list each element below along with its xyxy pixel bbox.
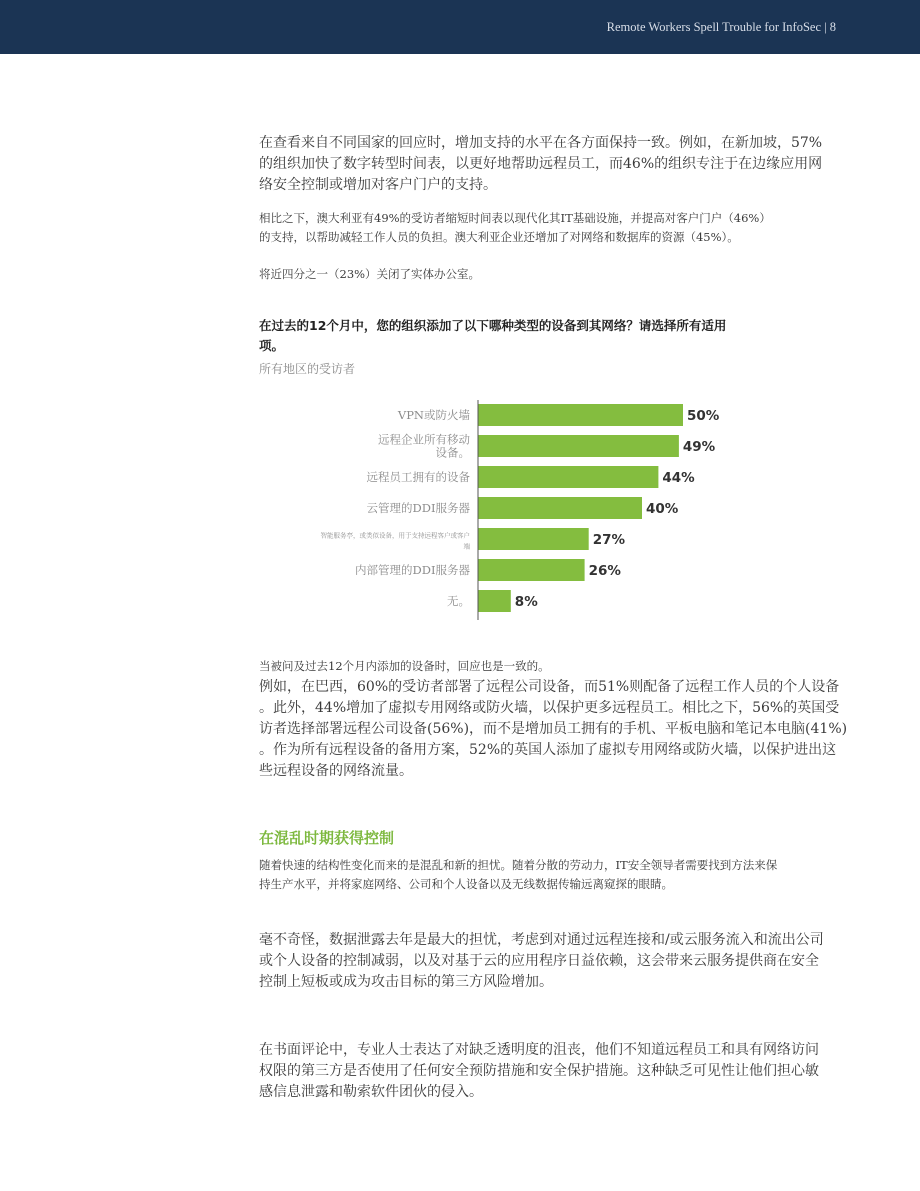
text-line: 感信息泄露和勒索软件团伙的侵入。 — [259, 1084, 483, 1100]
text-line: 在查看来自不同国家的回应时，增加支持的水平在各方面保持一致。例如，在新加坡，57% — [259, 135, 823, 151]
text-line: 相比之下，澳大利亚有49%的受访者缩短时间表以现代化其IT基础设施，并提高对客户门户（46%） — [259, 211, 771, 225]
bar-value-label: 44% — [662, 470, 695, 486]
section-paragraph-1 — [259, 856, 777, 893]
chart-subtitle: 所有地区的受访者 — [259, 362, 356, 376]
category-label: 云管理的DDI服务器 — [366, 501, 470, 515]
section-heading: 在混乱时期获得控制 — [259, 829, 395, 847]
category-label: 远程员工拥有的设备 — [366, 470, 470, 484]
text-line: 毫不奇怪，数据泄露去年是最大的担忧，考虑到对通过远程连接和/或云服务流入和流出公司 — [259, 932, 824, 948]
category-label: 设备。 — [435, 445, 470, 460]
category-label: 内部管理的DDI服务器 — [355, 563, 470, 577]
category-label: VPN或防火墙 — [397, 408, 470, 422]
text-line: 或个人设备的控制减弱，以及对基于云的应用程序日益依赖，这会带来云服务提供商在安全 — [259, 953, 819, 969]
text-line: 访者选择部署远程公司设备(56%)，而不是增加员工拥有的手机、平板电脑和笔记本电脑(41%) — [259, 721, 848, 737]
question-line: 项。 — [259, 338, 285, 353]
bar-value-label: 8% — [514, 594, 538, 610]
category-label: 无。 — [447, 594, 470, 608]
text-line: 持生产水平，并将家庭网络、公司和个人设备以及无线数据传输远离窥探的眼睛。 — [259, 876, 673, 891]
category-label: 智能服务亭，或类似设备，用于支持远程客户或客户 — [320, 531, 470, 540]
text-line: 。此外，44%增加了虚拟专用网络或防火墙，以保护更多远程员工。相比之下，56%的英国受 — [259, 700, 840, 716]
bar — [478, 528, 589, 550]
header-title: Remote Workers Spell Trouble for InfoSec | 8 — [606, 20, 836, 34]
after-chart-note: 当被问及过去12个月内添加的设备时，回应也是一致的。 — [259, 659, 550, 673]
bar-value-label: 50% — [687, 408, 720, 424]
text-line: 例如，在巴西，60%的受访者部署了远程公司设备，而51%则配备了远程工作人员的个人设备 — [259, 679, 840, 695]
section-paragraph-3 — [259, 1040, 819, 1103]
category-label: 远程企业所有移动 — [378, 432, 470, 447]
after-chart-paragraph — [259, 677, 847, 782]
bar-value-label: 40% — [646, 501, 679, 517]
text-line: 的支持，以帮助减轻工作人员的负担。澳大利亚企业还增加了对网络和数据库的资源（45%）。 — [259, 229, 739, 244]
bar — [478, 466, 658, 488]
category-label: 端 — [463, 542, 470, 551]
bar-value-label: 26% — [588, 563, 621, 579]
text-line: 。作为所有远程设备的备用方案，52%的英国人添加了虚拟专用网络或防火墙，以保护进出这 — [259, 742, 837, 758]
section-paragraph-2 — [259, 930, 824, 993]
intro-paragraph-3: 将近四分之一（23%）关闭了实体办公室。 — [259, 267, 481, 281]
text-line: 控制上短板或成为攻击目标的第三方风险增加。 — [259, 974, 553, 990]
bar-value-label: 27% — [592, 532, 626, 548]
bar-value-label: 49% — [682, 439, 716, 455]
bar — [478, 590, 511, 612]
text-line: 些远程设备的网络流量。 — [259, 763, 413, 779]
text-line: 权限的第三方是否使用了任何安全预防措施和安全保护措施。这种缺乏可见性让他们担心敏 — [259, 1063, 819, 1079]
text-line: 在书面评论中，专业人士表达了对缺乏透明度的沮丧，他们不知道远程员工和具有网络访问 — [259, 1042, 819, 1058]
question-line: 在过去的12个月中，您的组织添加了以下哪种类型的设备到其网络？请选择所有适用 — [259, 318, 727, 333]
bar — [478, 404, 683, 426]
text-line: 的组织加快了数字转型时间表，以更好地帮助远程员工，而46%的组织专注于在边缘应用网 — [259, 156, 823, 172]
bar — [478, 497, 642, 519]
bar — [478, 435, 679, 457]
text-line: 络安全控制或增加对客户门户的支持。 — [259, 177, 497, 193]
bar — [478, 559, 585, 581]
text-line: 随着快速的结构性变化而来的是混乱和新的担忧。随着分散的劳动力，IT安全领导者需要找到方法来保 — [259, 858, 778, 872]
